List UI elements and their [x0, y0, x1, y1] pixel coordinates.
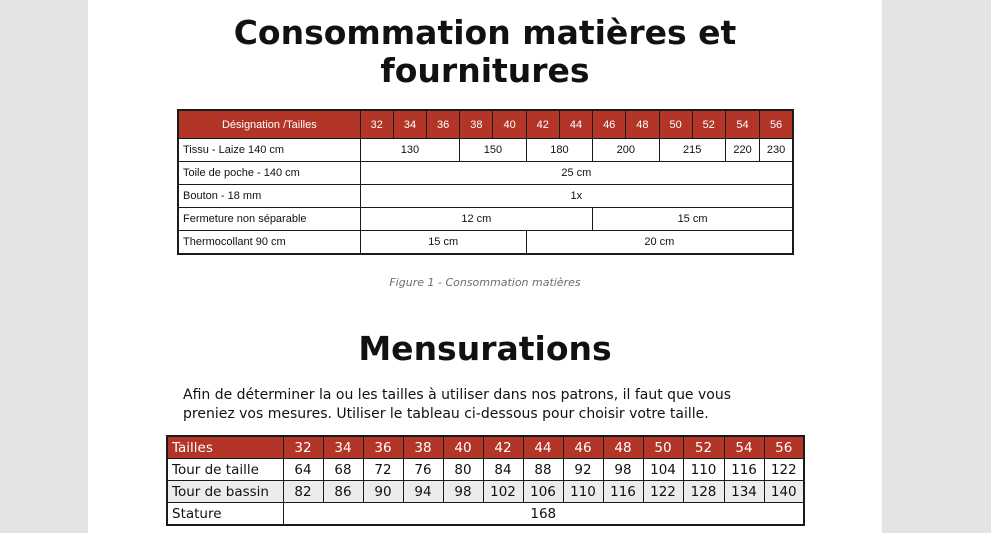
consumption-table — [177, 109, 794, 255]
value-cell: 90 — [363, 481, 403, 503]
value-cell: 104 — [643, 459, 683, 481]
value-cell: 150 — [460, 139, 526, 162]
document-page — [88, 0, 882, 533]
value-cell: 72 — [363, 459, 403, 481]
row-label: Thermocollant 90 cm — [178, 231, 360, 255]
size-cell: 44 — [523, 436, 563, 459]
consumption-header-row — [178, 110, 793, 139]
row-label: Tour de taille — [167, 459, 283, 481]
value-cell: 68 — [323, 459, 363, 481]
value-cell: 168 — [283, 503, 804, 526]
value-cell: 230 — [760, 139, 793, 162]
size-cell: 54 — [725, 110, 759, 139]
value-cell: 116 — [603, 481, 643, 503]
table-row — [178, 162, 793, 185]
value-cell: 92 — [563, 459, 603, 481]
heading-mensurations: Mensurations — [358, 329, 612, 368]
size-cell: 34 — [393, 110, 426, 139]
size-cell: 56 — [764, 436, 804, 459]
row-label: Tissu - Laize 140 cm — [178, 139, 360, 162]
row-label: Fermeture non séparable — [178, 208, 360, 231]
size-cell: 46 — [563, 436, 603, 459]
size-cell: 38 — [460, 110, 493, 139]
value-cell: 122 — [764, 459, 804, 481]
value-cell: 140 — [764, 481, 804, 503]
size-cell: 34 — [323, 436, 363, 459]
value-cell: 102 — [483, 481, 523, 503]
value-cell: 1x — [360, 185, 793, 208]
size-cell: 46 — [593, 110, 626, 139]
value-cell: 122 — [643, 481, 683, 503]
value-cell: 128 — [683, 481, 724, 503]
size-cell: 40 — [443, 436, 483, 459]
table-row-waist — [167, 459, 804, 481]
table-row — [178, 185, 793, 208]
row-label: Toile de poche - 140 cm — [178, 162, 360, 185]
size-cell: 44 — [559, 110, 592, 139]
measurements-table — [166, 435, 805, 526]
row-label: Bouton - 18 mm — [178, 185, 360, 208]
table-row-hips — [167, 481, 804, 503]
value-cell: 180 — [526, 139, 592, 162]
header-cell: Désignation /Tailles — [178, 110, 360, 139]
value-cell: 64 — [283, 459, 323, 481]
value-cell: 200 — [593, 139, 659, 162]
size-cell: 32 — [283, 436, 323, 459]
size-cell: 48 — [603, 436, 643, 459]
value-cell: 15 cm — [360, 231, 526, 255]
value-cell: 215 — [659, 139, 725, 162]
value-cell: 110 — [683, 459, 724, 481]
value-cell: 86 — [323, 481, 363, 503]
value-cell: 80 — [443, 459, 483, 481]
value-cell: 98 — [443, 481, 483, 503]
value-cell: 12 cm — [360, 208, 592, 231]
table-row — [178, 139, 793, 162]
value-cell: 110 — [563, 481, 603, 503]
size-cell: 36 — [363, 436, 403, 459]
size-cell: 56 — [760, 110, 793, 139]
size-cell: 52 — [683, 436, 724, 459]
row-label: Tour de bassin — [167, 481, 283, 503]
value-cell: 130 — [360, 139, 460, 162]
size-cell: 36 — [427, 110, 460, 139]
heading-consommation: Consommation matières et — [233, 13, 737, 52]
heading-fournitures: fournitures — [380, 51, 590, 90]
size-cell: 42 — [526, 110, 559, 139]
table-row — [178, 208, 793, 231]
size-cell: 32 — [360, 110, 393, 139]
value-cell: 134 — [724, 481, 764, 503]
value-cell: 76 — [403, 459, 443, 481]
measurements-header-row — [167, 436, 804, 459]
value-cell: 98 — [603, 459, 643, 481]
row-label: Stature — [167, 503, 283, 526]
size-cell: 52 — [692, 110, 725, 139]
value-cell: 116 — [724, 459, 764, 481]
table-row — [178, 231, 793, 255]
size-cell: 50 — [659, 110, 692, 139]
size-cell: 54 — [724, 436, 764, 459]
paragraph-line: Afin de déterminer la ou les tailles à utiliser dans nos patrons, il faut que vous — [183, 387, 732, 403]
size-cell: 42 — [483, 436, 523, 459]
value-cell: 15 cm — [593, 208, 793, 231]
paragraph-line: preniez vos mesures. Utiliser le tableau ci-dessous pour choisir votre taille. — [183, 406, 709, 422]
value-cell: 88 — [523, 459, 563, 481]
value-cell: 220 — [725, 139, 759, 162]
value-cell: 20 cm — [526, 231, 793, 255]
size-cell: 40 — [493, 110, 526, 139]
size-cell: 38 — [403, 436, 443, 459]
size-cell: 50 — [643, 436, 683, 459]
value-cell: 82 — [283, 481, 323, 503]
table-row-height — [167, 503, 804, 526]
value-cell: 84 — [483, 459, 523, 481]
header-cell: Tailles — [167, 436, 283, 459]
value-cell: 94 — [403, 481, 443, 503]
value-cell: 25 cm — [360, 162, 793, 185]
size-cell: 48 — [626, 110, 659, 139]
value-cell: 106 — [523, 481, 563, 503]
figure-caption: Figure 1 - Consommation matières — [389, 276, 581, 289]
intro-paragraph — [183, 386, 823, 424]
